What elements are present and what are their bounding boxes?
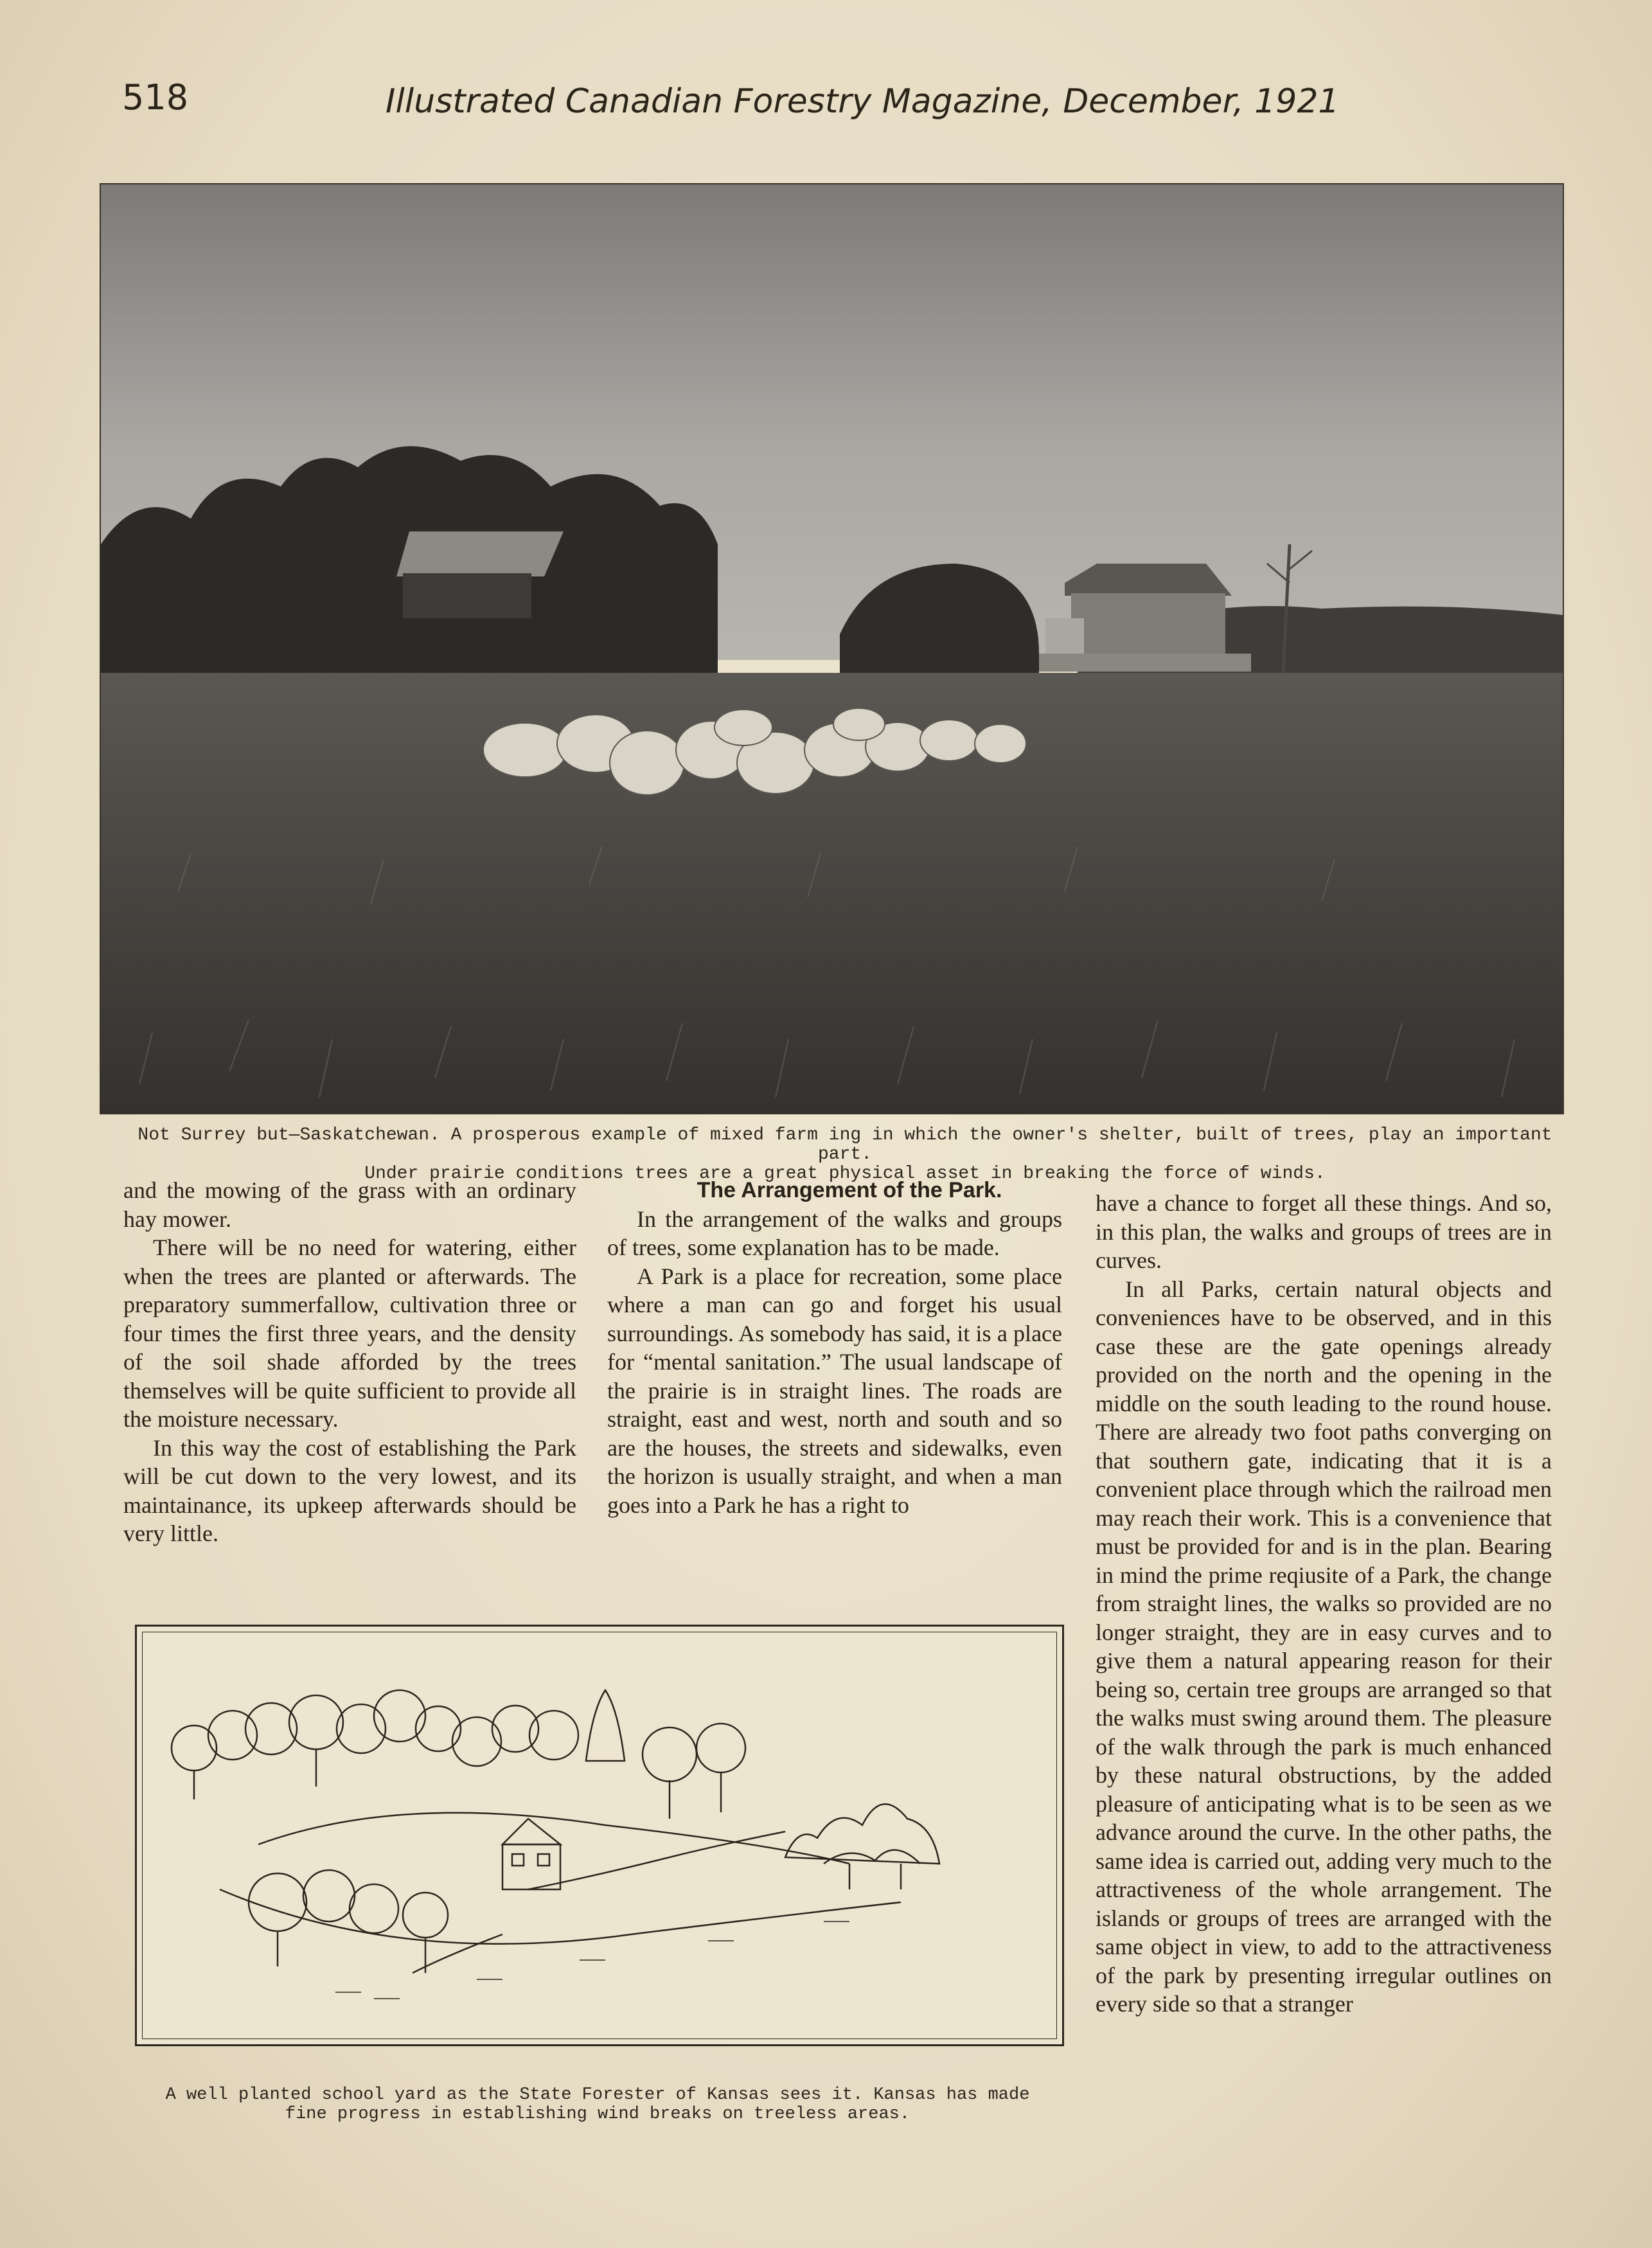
paragraph: In the arrangement of the walks and groups of trees, some explanation has to be made. — [607, 1206, 1062, 1260]
section-heading: The Arrangement of the Park. — [697, 1178, 1002, 1202]
paragraph: A Park is a place for recreation, some place where a man can go and forget his usual surroundings. As somebody has said, it is a place for “mental sanitation.” The usual landscape of the prairie is in straight lines. The roads are straight, east and west, north and south and so are the houses, the streets and sidewalks, even the horizon is usually straight, and when a man goes into a Park he has a right to — [607, 1263, 1062, 1518]
photo-caption-line-2: Under prairie conditions trees are a great physical asset in breaking the force of winds. — [364, 1164, 1326, 1184]
running-title: Illustrated Canadian Forestry Magazine, December, 1921 — [386, 82, 1340, 121]
photo-caption — [116, 1126, 1574, 1184]
text-column-3 — [1096, 1189, 1552, 2019]
text-column-1 — [123, 1176, 576, 1548]
photo-caption-line-1: Not Surrey but—Saskatchewan. A prosperous example of mixed farm ing in which the owner's shelter, built of trees, play an important part. — [138, 1125, 1552, 1164]
paragraph: There will be no need for watering, either when the trees are planted or afterwards. The preparatory summerfallow, cultivation three or four times the first three years, and the density of the soil shade afforded by the trees themselves will be quite sufficient to provide all the moisture necessary. — [123, 1235, 576, 1432]
illustration-caption — [135, 2085, 1060, 2124]
paragraph: and the mowing of the grass with an ordinary hay mower. — [123, 1177, 576, 1232]
paragraph: have a chance to forget all these things. And so, in this plan, the walks and groups of trees are in curves. — [1096, 1190, 1552, 1273]
illustration-caption-line-2: fine progress in establishing wind breaks on treeless areas. — [285, 2105, 910, 2124]
illustration-caption-line-1: A well planted school yard as the State Forester of Kansas sees it. Kansas has made — [165, 2085, 1030, 2105]
page-number: 518 — [122, 77, 189, 118]
text-column-2 — [607, 1176, 1062, 1519]
paragraph: In this way the cost of establishing the Park will be cut down to the very lowest, and its maintainance, its upkeep afterwards should be very little. — [123, 1434, 576, 1546]
school-yard-illustration — [135, 1625, 1064, 2046]
sheep-field-photograph — [100, 183, 1564, 1114]
paragraph: In all Parks, certain natural objects and conveniences have to be observed, and in this case these are the gate openings already provided on the north and the opening in the middle on the south leading to the round house. There are already two foot paths converging on that southern gate, indicating that it is a convenient place through which the railroad men may reach their work. This is a convenience that must be provided for and is in the plan. Bearing in mind the prime reqiusite of a Park, the change from straight lines, the walks so provided are no longer straight, they are in easy curves and to give them a natural appearing reason for their being so, certain tree groups are arranged so that the walks must swing around them. The pleasure of the walk through the park is much enhanced by these natural obstructions, by the added pleasure of anticipating what is to be seen as we advance around the curve. In the other paths, the same idea is carried out, adding very much to the attractiveness of the whole arrangement. The islands or groups of trees are arranged with the same object in view, to add to the attractiveness of the park by presenting irregular outlines on every side so that a stranger — [1096, 1276, 1552, 2017]
